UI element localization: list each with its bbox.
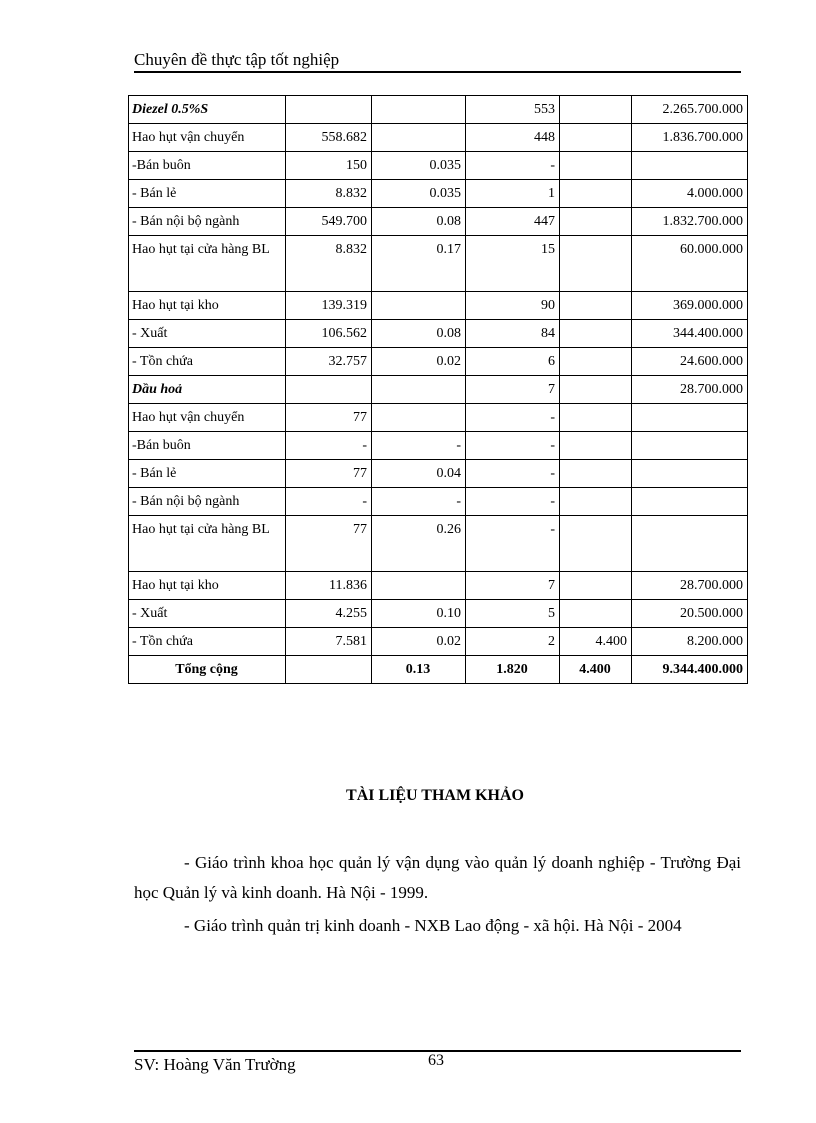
- value-cell: [372, 124, 466, 152]
- value-cell: 558.682: [286, 124, 372, 152]
- value-cell: [560, 488, 632, 516]
- value-cell: -: [372, 488, 466, 516]
- value-cell: [560, 348, 632, 376]
- value-cell: [560, 376, 632, 404]
- table-row: [129, 404, 748, 432]
- value-cell: 11.836: [286, 572, 372, 600]
- value-cell: -: [466, 404, 560, 432]
- value-cell: 0.08: [372, 320, 466, 348]
- page-number: 63: [428, 1052, 444, 1069]
- row-label-cell: Hao hụt tại cửa hàng BL: [129, 516, 286, 572]
- value-cell: 7.581: [286, 628, 372, 656]
- row-label-cell: - Xuất: [129, 600, 286, 628]
- value-cell: 77: [286, 404, 372, 432]
- reference-item: - Giáo trình quản trị kinh doanh - NXB Lao động - xã hội. Hà Nội - 2004: [184, 916, 682, 935]
- value-cell: [632, 488, 748, 516]
- value-cell: 0.17: [372, 236, 466, 292]
- value-cell: 1.836.700.000: [632, 124, 748, 152]
- value-cell: 553: [466, 96, 560, 124]
- value-cell: 4.400: [560, 656, 632, 684]
- row-label-cell: - Bán nội bộ ngành: [129, 208, 286, 236]
- table-row: [129, 376, 748, 404]
- row-label-cell: - Tồn chứa: [129, 348, 286, 376]
- value-cell: 77: [286, 516, 372, 572]
- table-row: [129, 460, 748, 488]
- table-row: [129, 348, 748, 376]
- table-row: [129, 236, 748, 292]
- row-label-cell: -Bán buôn: [129, 432, 286, 460]
- row-label-cell: Tổng cộng: [129, 656, 286, 684]
- value-cell: -: [466, 432, 560, 460]
- table-row: [129, 124, 748, 152]
- value-cell: 1.820: [466, 656, 560, 684]
- value-cell: [560, 460, 632, 488]
- table-row: [129, 516, 748, 572]
- row-label-cell: Diezel 0.5%S: [129, 96, 286, 124]
- value-cell: 139.319: [286, 292, 372, 320]
- value-cell: 32.757: [286, 348, 372, 376]
- value-cell: 150: [286, 152, 372, 180]
- value-cell: [560, 292, 632, 320]
- table-row: [129, 96, 748, 124]
- value-cell: 24.600.000: [632, 348, 748, 376]
- value-cell: [560, 208, 632, 236]
- references-title: TÀI LIỆU THAM KHẢO: [346, 787, 524, 804]
- value-cell: 4.255: [286, 600, 372, 628]
- table-row: [129, 320, 748, 348]
- value-cell: [372, 96, 466, 124]
- row-label-cell: Hao hụt tại kho: [129, 572, 286, 600]
- value-cell: -: [286, 432, 372, 460]
- value-cell: [560, 96, 632, 124]
- value-cell: 106.562: [286, 320, 372, 348]
- value-cell: [372, 292, 466, 320]
- value-cell: [560, 236, 632, 292]
- value-cell: [632, 432, 748, 460]
- value-cell: -: [466, 516, 560, 572]
- value-cell: [372, 572, 466, 600]
- value-cell: -: [466, 152, 560, 180]
- value-cell: [286, 96, 372, 124]
- row-label-cell: - Tồn chứa: [129, 628, 286, 656]
- value-cell: 447: [466, 208, 560, 236]
- row-label-cell: Hao hụt vận chuyển: [129, 404, 286, 432]
- value-cell: 549.700: [286, 208, 372, 236]
- value-cell: 60.000.000: [632, 236, 748, 292]
- value-cell: 6: [466, 348, 560, 376]
- value-cell: 7: [466, 376, 560, 404]
- row-label-cell: - Bán lẻ: [129, 180, 286, 208]
- table-row: [129, 208, 748, 236]
- header-divider: [134, 71, 741, 73]
- value-cell: [286, 376, 372, 404]
- value-cell: 15: [466, 236, 560, 292]
- footer-author: SV: Hoàng Văn Trường: [134, 1055, 296, 1074]
- value-cell: [560, 432, 632, 460]
- table-row: [129, 488, 748, 516]
- value-cell: [560, 320, 632, 348]
- value-cell: [372, 404, 466, 432]
- row-label-cell: -Bán buôn: [129, 152, 286, 180]
- value-cell: [632, 460, 748, 488]
- value-cell: [632, 516, 748, 572]
- value-cell: [632, 152, 748, 180]
- row-label-cell: - Xuất: [129, 320, 286, 348]
- value-cell: 0.04: [372, 460, 466, 488]
- value-cell: 2: [466, 628, 560, 656]
- value-cell: 0.02: [372, 348, 466, 376]
- value-cell: 0.035: [372, 152, 466, 180]
- value-cell: 20.500.000: [632, 600, 748, 628]
- value-cell: [560, 152, 632, 180]
- value-cell: 448: [466, 124, 560, 152]
- value-cell: 8.832: [286, 236, 372, 292]
- table-row: [129, 600, 748, 628]
- value-cell: 28.700.000: [632, 376, 748, 404]
- value-cell: -: [286, 488, 372, 516]
- value-cell: 0.26: [372, 516, 466, 572]
- row-label-cell: Hao hụt vận chuyển: [129, 124, 286, 152]
- value-cell: 0.035: [372, 180, 466, 208]
- value-cell: 344.400.000: [632, 320, 748, 348]
- value-cell: 84: [466, 320, 560, 348]
- value-cell: 77: [286, 460, 372, 488]
- value-cell: 9.344.400.000: [632, 656, 748, 684]
- value-cell: 0.13: [372, 656, 466, 684]
- value-cell: [560, 572, 632, 600]
- table-row: [129, 152, 748, 180]
- value-cell: [286, 656, 372, 684]
- value-cell: -: [372, 432, 466, 460]
- value-cell: [560, 404, 632, 432]
- row-label-cell: - Bán nội bộ ngành: [129, 488, 286, 516]
- loss-table: [128, 95, 748, 684]
- row-label-cell: Hao hụt tại kho: [129, 292, 286, 320]
- value-cell: -: [466, 488, 560, 516]
- row-label-cell: Hao hụt tại cửa hàng BL: [129, 236, 286, 292]
- value-cell: 0.02: [372, 628, 466, 656]
- table-total-row: [129, 656, 748, 684]
- value-cell: [560, 180, 632, 208]
- value-cell: 4.400: [560, 628, 632, 656]
- value-cell: 8.832: [286, 180, 372, 208]
- value-cell: -: [466, 460, 560, 488]
- value-cell: [560, 124, 632, 152]
- value-cell: 1: [466, 180, 560, 208]
- value-cell: 4.000.000: [632, 180, 748, 208]
- table-row: [129, 292, 748, 320]
- value-cell: 0.10: [372, 600, 466, 628]
- value-cell: 90: [466, 292, 560, 320]
- row-label-cell: Dầu hoả: [129, 376, 286, 404]
- value-cell: [560, 600, 632, 628]
- value-cell: [632, 404, 748, 432]
- table-row: [129, 572, 748, 600]
- value-cell: 8.200.000: [632, 628, 748, 656]
- row-label-cell: - Bán lẻ: [129, 460, 286, 488]
- value-cell: 1.832.700.000: [632, 208, 748, 236]
- table-row: [129, 180, 748, 208]
- loss-table-body: [129, 96, 748, 684]
- page-header-title: Chuyên đề thực tập tốt nghiệp: [134, 50, 340, 69]
- value-cell: 5: [466, 600, 560, 628]
- value-cell: 2.265.700.000: [632, 96, 748, 124]
- value-cell: 7: [466, 572, 560, 600]
- value-cell: 28.700.000: [632, 572, 748, 600]
- value-cell: [560, 516, 632, 572]
- table-row: [129, 628, 748, 656]
- table-row: [129, 432, 748, 460]
- value-cell: [372, 376, 466, 404]
- reference-item: - Giáo trình khoa học quản lý vận dụng vào quản lý doanh nghiệp - Trường Đại học Quản lý và kinh doanh. Hà Nội - 1999.: [134, 853, 741, 902]
- value-cell: 369.000.000: [632, 292, 748, 320]
- value-cell: 0.08: [372, 208, 466, 236]
